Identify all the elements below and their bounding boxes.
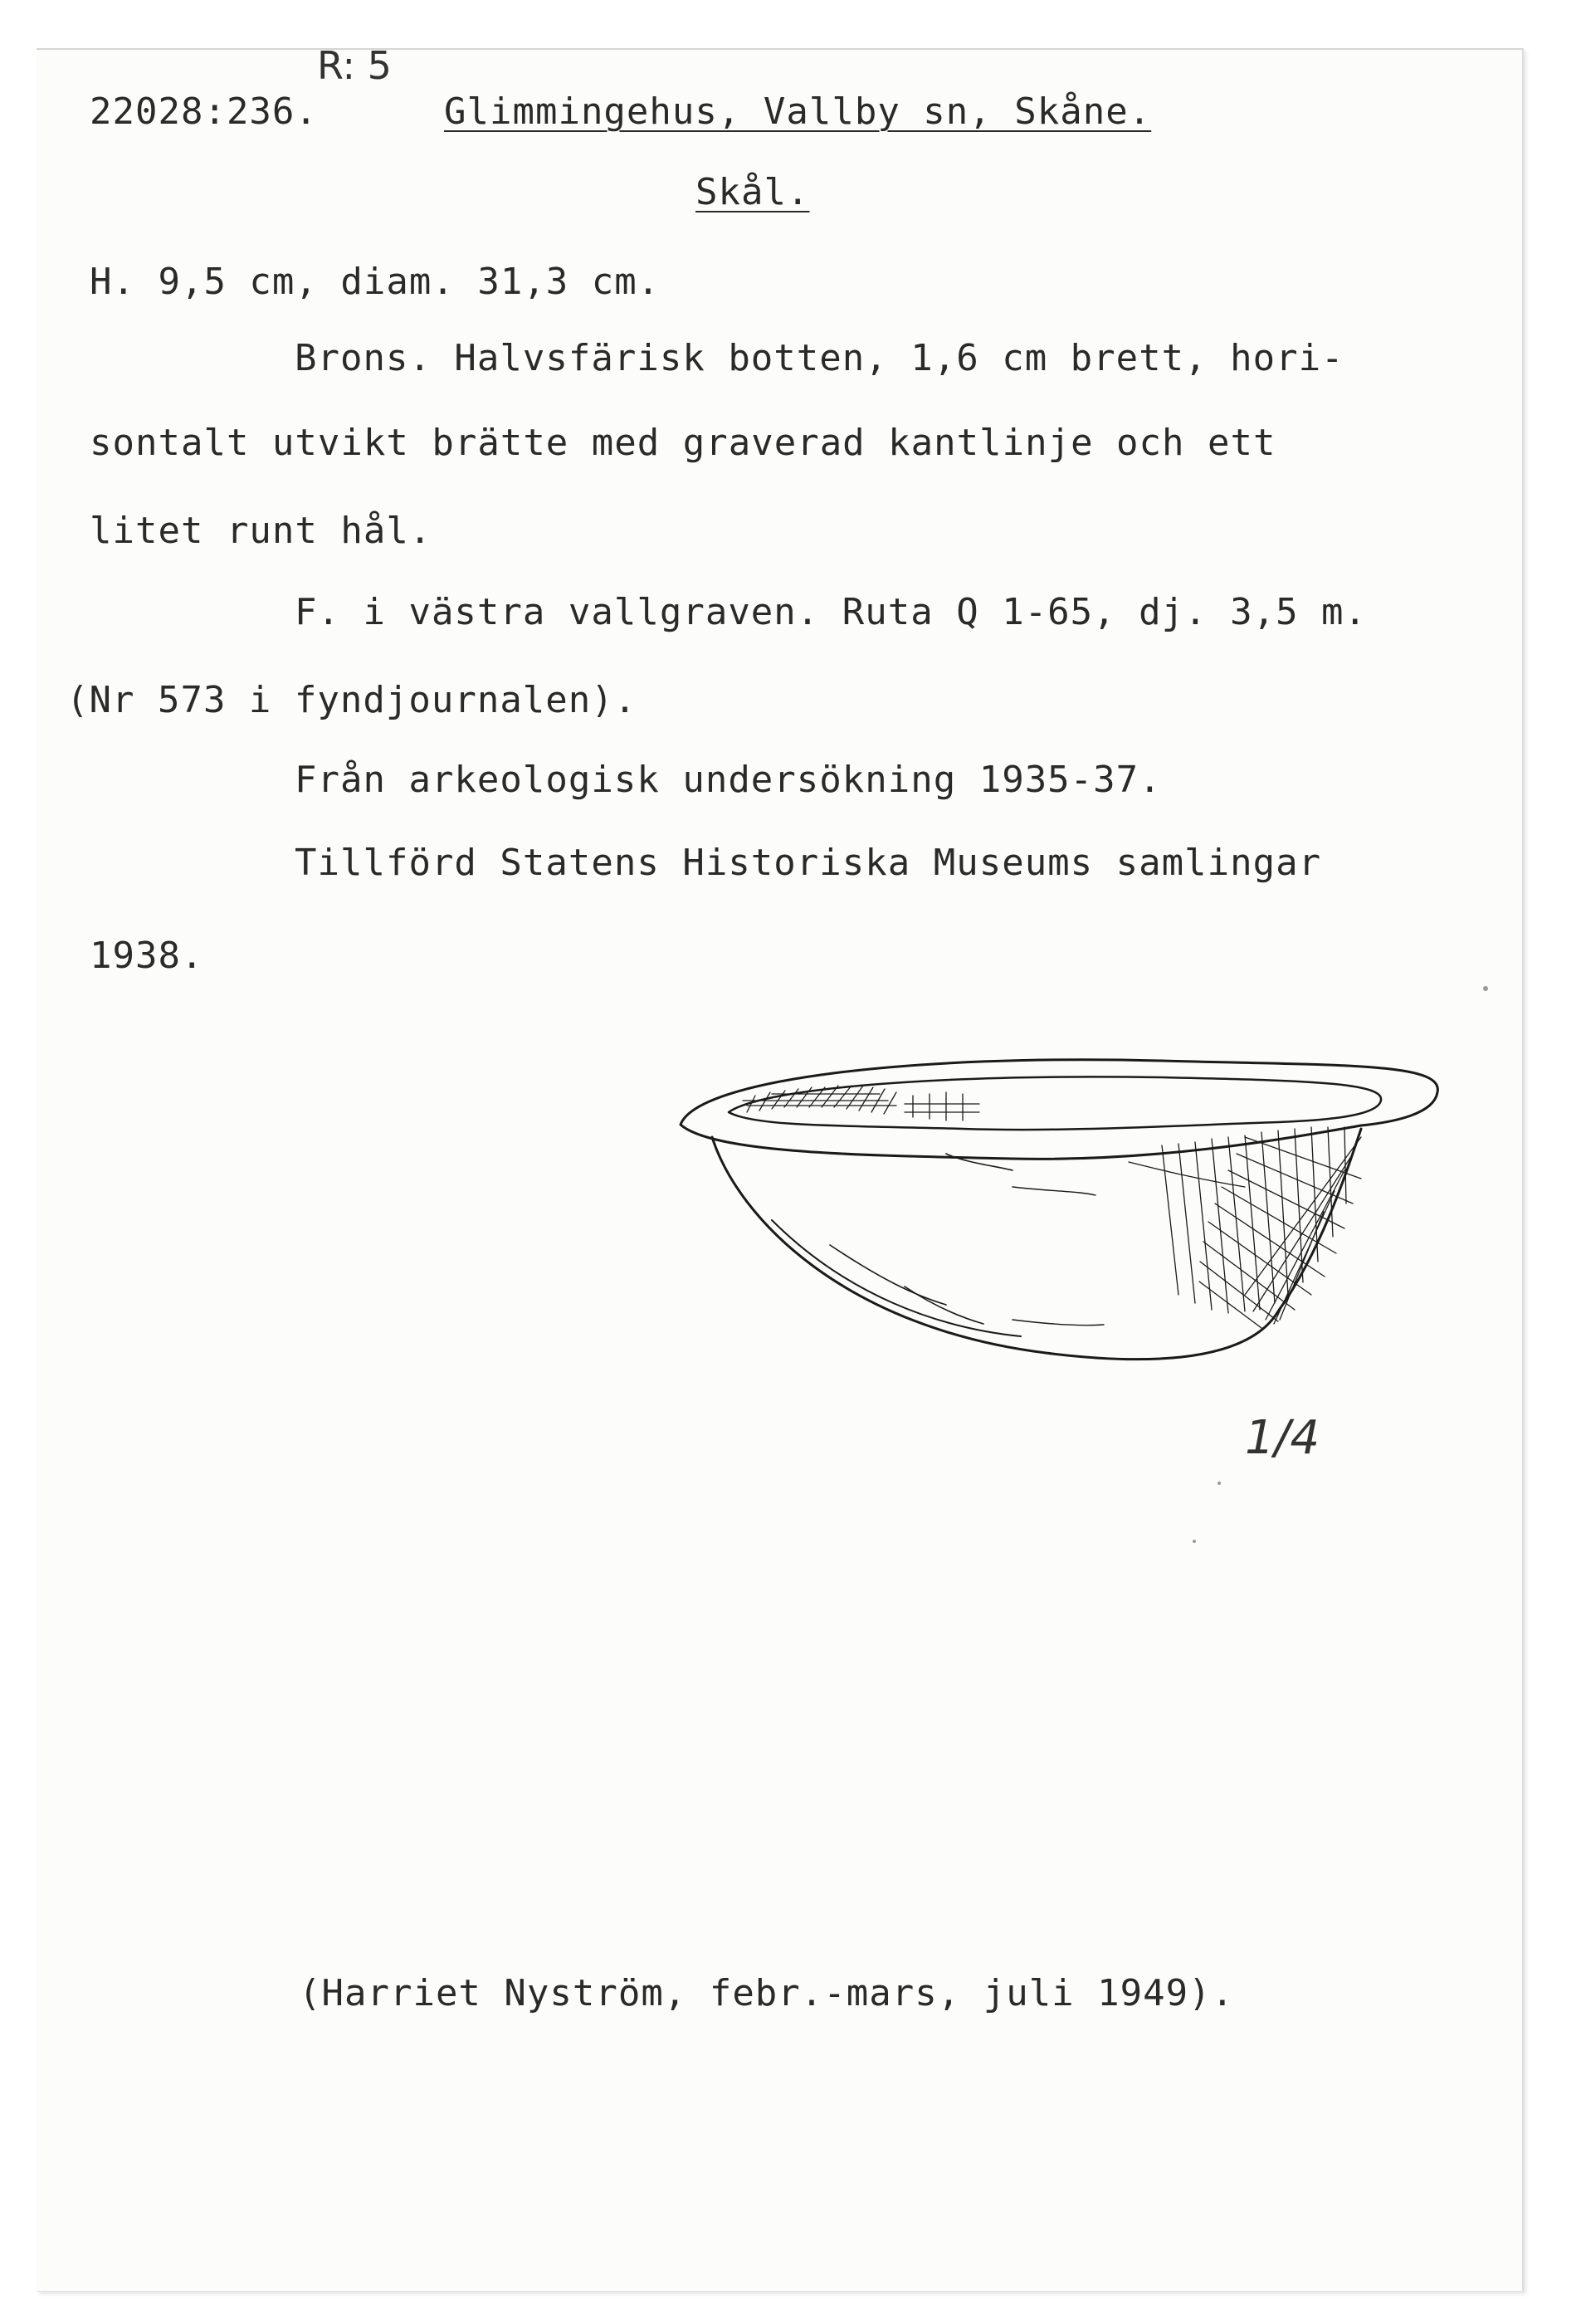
dust-speck bbox=[1483, 986, 1488, 991]
catalog-number: 22028:236. bbox=[90, 90, 318, 133]
description-line-1: Brons. Halvsfärisk botten, 1,6 cm brett, hori- bbox=[295, 337, 1344, 379]
dust-speck bbox=[1193, 1540, 1196, 1543]
scale-label: 1/4 bbox=[1245, 1411, 1320, 1465]
find-line-2: (Nr 573 i fyndjournalen). bbox=[66, 679, 637, 721]
location-title: Glimmingehus, Vallby sn, Skåne. bbox=[444, 90, 1152, 133]
excavation-line: Från arkeologisk undersökning 1935-37. bbox=[295, 759, 1162, 801]
acquisition-line-2: 1938. bbox=[90, 935, 204, 977]
dust-speck bbox=[1217, 1482, 1221, 1485]
description-line-2: sontalt utvikt brätte med graverad kantlinje och ett bbox=[90, 422, 1276, 464]
bowl-drawing bbox=[664, 1046, 1461, 1394]
description-line-3: litet runt hål. bbox=[90, 510, 432, 552]
find-line-1: F. i västra vallgraven. Ruta Q 1-65, dj. 3,5 m. bbox=[295, 591, 1368, 633]
author-line: (Harriet Nyström, febr.-mars, juli 1949). bbox=[299, 1972, 1235, 2014]
dimensions: H. 9,5 cm, diam. 31,3 cm. bbox=[90, 261, 661, 303]
handwritten-annotation: R: 5 bbox=[317, 43, 392, 88]
object-name: Skål. bbox=[695, 171, 810, 213]
acquisition-line-1: Tillförd Statens Historiska Museums samlingar bbox=[295, 842, 1322, 884]
